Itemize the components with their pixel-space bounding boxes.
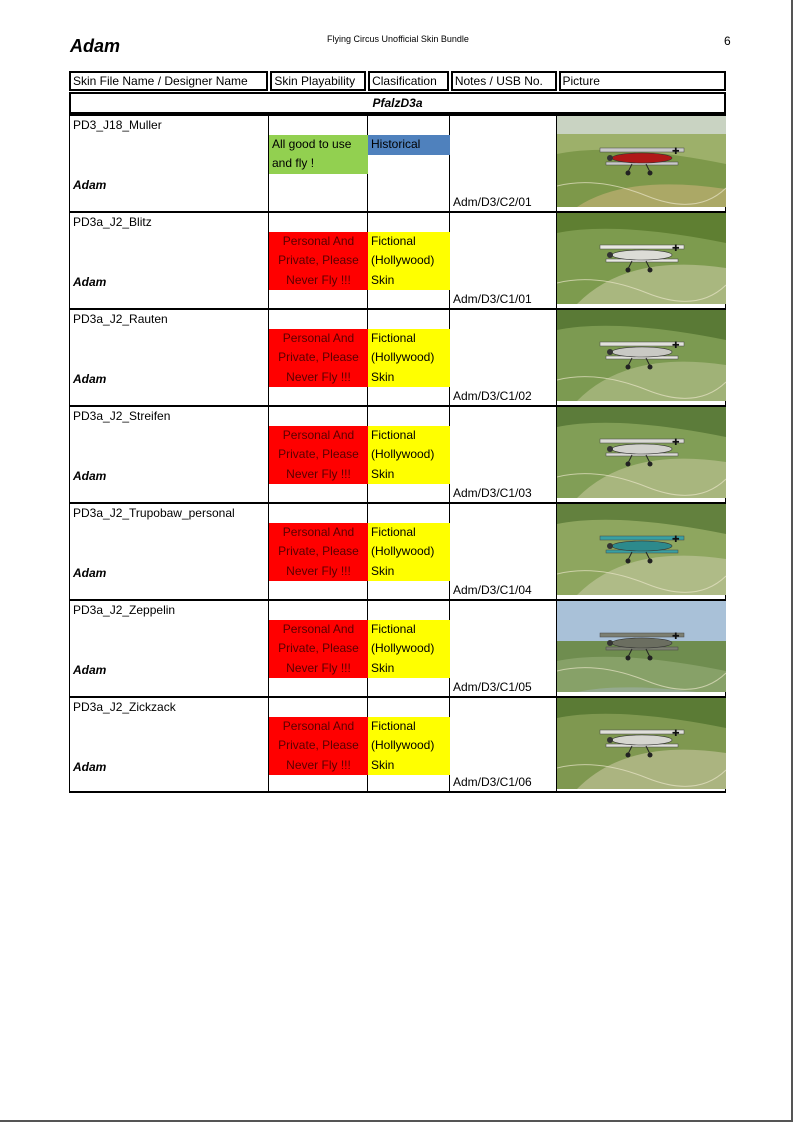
classification-text-line: (Hollywood) [371, 544, 435, 559]
skin-file-name: PD3a_J2_Zeppelin [73, 603, 176, 617]
playability-badge [269, 135, 368, 174]
column-header-playability: Skin Playability [270, 71, 366, 91]
playability-cell [269, 601, 368, 696]
usb-number: Adm/D3/C1/02 [453, 389, 532, 403]
classification-text-line: Fictional [371, 428, 416, 442]
playability-text-line: Never Fly !!! [286, 369, 351, 384]
picture-cell [557, 407, 726, 502]
notes-cell [450, 213, 557, 308]
classification-cell [368, 698, 450, 791]
table-row [69, 308, 726, 405]
classification-text-line: Fictional [371, 525, 416, 539]
picture-cell [557, 698, 726, 791]
playability-text-line: and fly ! [272, 156, 315, 171]
playability-text-line: Personal And [282, 234, 355, 248]
picture-cell [557, 601, 726, 696]
playability-text-line: Never Fly !!! [286, 466, 351, 481]
playability-text-line: Private, Please [278, 447, 359, 462]
classification-text-line: Skin [371, 272, 395, 287]
classification-text-line: Skin [371, 466, 395, 481]
designer-name: Adam [73, 663, 107, 677]
playability-badge [269, 717, 368, 775]
column-header-classification: Clasification [368, 71, 449, 91]
skin-table [69, 114, 726, 793]
playability-text-line: Private, Please [278, 544, 359, 559]
playability-text-line: Personal And [282, 622, 355, 636]
skin-file-name: PD3a_J2_Rauten [73, 312, 168, 326]
playability-text-line: Private, Please [278, 738, 359, 753]
classification-text-line: Fictional [371, 331, 416, 345]
skin-file-name: PD3a_J2_Streifen [73, 409, 171, 423]
table-row [69, 502, 726, 599]
designer-name: Adam [73, 469, 107, 483]
skin-name-cell [69, 310, 269, 405]
playability-text-line: Never Fly !!! [286, 563, 351, 578]
classification-cell [368, 116, 450, 211]
skin-file-name: PD3a_J2_Trupobaw_personal [73, 506, 235, 520]
playability-text-line: Personal And [282, 428, 355, 442]
classification-badge [368, 426, 450, 484]
playability-cell [269, 407, 368, 502]
playability-badge [269, 523, 368, 581]
classification-text-line: (Hollywood) [371, 253, 435, 268]
skin-name-cell [69, 504, 269, 599]
skin-file-name: PD3a_J2_Zickzack [73, 700, 176, 714]
designer-name: Adam [73, 372, 107, 386]
table-header [69, 71, 726, 91]
playability-text-line: Personal And [282, 525, 355, 539]
playability-text-line: Personal And [282, 719, 355, 733]
picture-cell [557, 310, 726, 405]
column-header-notes: Notes / USB No. [451, 71, 557, 91]
document-title: Flying Circus Unofficial Skin Bundle [327, 34, 469, 44]
aircraft-screenshot [557, 116, 726, 207]
playability-text-line: All good to use [272, 137, 352, 151]
classification-text-line: Fictional [371, 719, 416, 733]
skin-file-name: PD3_J18_Muller [73, 118, 162, 132]
notes-cell [450, 601, 557, 696]
column-header-picture: Picture [559, 71, 726, 91]
skin-name-cell [69, 601, 269, 696]
svg-text:✚: ✚ [672, 729, 680, 739]
usb-number: Adm/D3/C2/01 [453, 195, 532, 209]
svg-text:✚: ✚ [672, 147, 680, 157]
designer-name: Adam [73, 275, 107, 289]
playability-text-line: Personal And [282, 331, 355, 345]
svg-text:✚: ✚ [672, 438, 680, 448]
column-header-skin-file-name: Skin File Name / Designer Name [69, 71, 268, 91]
usb-number: Adm/D3/C1/06 [453, 775, 532, 789]
classification-text-line: Historical [371, 137, 421, 151]
table-row [69, 405, 726, 502]
playability-text-line: Never Fly !!! [286, 757, 351, 772]
classification-text-line: Skin [371, 369, 395, 384]
playability-text-line: Private, Please [278, 641, 359, 656]
page-author: Adam [70, 36, 121, 56]
usb-number: Adm/D3/C1/04 [453, 583, 532, 597]
classification-badge [368, 135, 450, 155]
playability-badge [269, 329, 368, 387]
svg-text:✚: ✚ [672, 244, 680, 254]
picture-cell [557, 504, 726, 599]
classification-badge [368, 523, 450, 581]
playability-cell [269, 310, 368, 405]
skin-name-cell [69, 407, 269, 502]
classification-text-line: (Hollywood) [371, 641, 435, 656]
skin-name-cell [69, 116, 269, 211]
playability-text-line: Private, Please [278, 350, 359, 365]
playability-cell [269, 698, 368, 791]
aircraft-screenshot [557, 213, 726, 304]
designer-name: Adam [73, 566, 107, 580]
classification-text-line: Skin [371, 660, 395, 675]
svg-text:✚: ✚ [672, 341, 680, 351]
playability-text-line: Private, Please [278, 253, 359, 268]
page-number: 6 [724, 34, 731, 48]
aircraft-screenshot [557, 310, 726, 401]
playability-cell [269, 213, 368, 308]
notes-cell [450, 504, 557, 599]
classification-cell [368, 407, 450, 502]
aircraft-group-title: PfalzD3a [69, 92, 726, 114]
classification-cell [368, 504, 450, 599]
notes-cell [450, 407, 557, 502]
usb-number: Adm/D3/C1/05 [453, 680, 532, 694]
playability-badge [269, 620, 368, 678]
aircraft-screenshot [557, 601, 726, 692]
classification-text-line: Fictional [371, 622, 416, 636]
svg-text:✚: ✚ [672, 535, 680, 545]
playability-text-line: Never Fly !!! [286, 272, 351, 287]
picture-cell [557, 116, 726, 211]
classification-badge [368, 329, 450, 387]
skin-name-cell [69, 698, 269, 791]
notes-cell [450, 310, 557, 405]
playability-cell [269, 504, 368, 599]
classification-text-line: (Hollywood) [371, 738, 435, 753]
picture-cell [557, 213, 726, 308]
table-row [69, 211, 726, 308]
classification-cell [368, 213, 450, 308]
aircraft-screenshot [557, 698, 726, 789]
table-row [69, 696, 726, 793]
classification-badge [368, 717, 450, 775]
classification-cell [368, 601, 450, 696]
skin-name-cell [69, 213, 269, 308]
classification-badge [368, 620, 450, 678]
aircraft-screenshot [557, 504, 726, 595]
playability-badge [269, 232, 368, 290]
playability-badge [269, 426, 368, 484]
table-row [69, 114, 726, 211]
classification-text-line: Skin [371, 757, 395, 772]
playability-cell [269, 116, 368, 211]
designer-name: Adam [73, 178, 107, 192]
skin-file-name: PD3a_J2_Blitz [73, 215, 152, 229]
svg-text:✚: ✚ [672, 632, 680, 642]
playability-text-line: Never Fly !!! [286, 660, 351, 675]
designer-name: Adam [73, 760, 107, 774]
notes-cell [450, 698, 557, 791]
classification-badge [368, 232, 450, 290]
aircraft-screenshot [557, 407, 726, 498]
notes-cell [450, 116, 557, 211]
classification-text-line: (Hollywood) [371, 447, 435, 462]
classification-cell [368, 310, 450, 405]
usb-number: Adm/D3/C1/03 [453, 486, 532, 500]
classification-text-line: Skin [371, 563, 395, 578]
table-row [69, 599, 726, 696]
classification-text-line: Fictional [371, 234, 416, 248]
classification-text-line: (Hollywood) [371, 350, 435, 365]
usb-number: Adm/D3/C1/01 [453, 292, 532, 306]
